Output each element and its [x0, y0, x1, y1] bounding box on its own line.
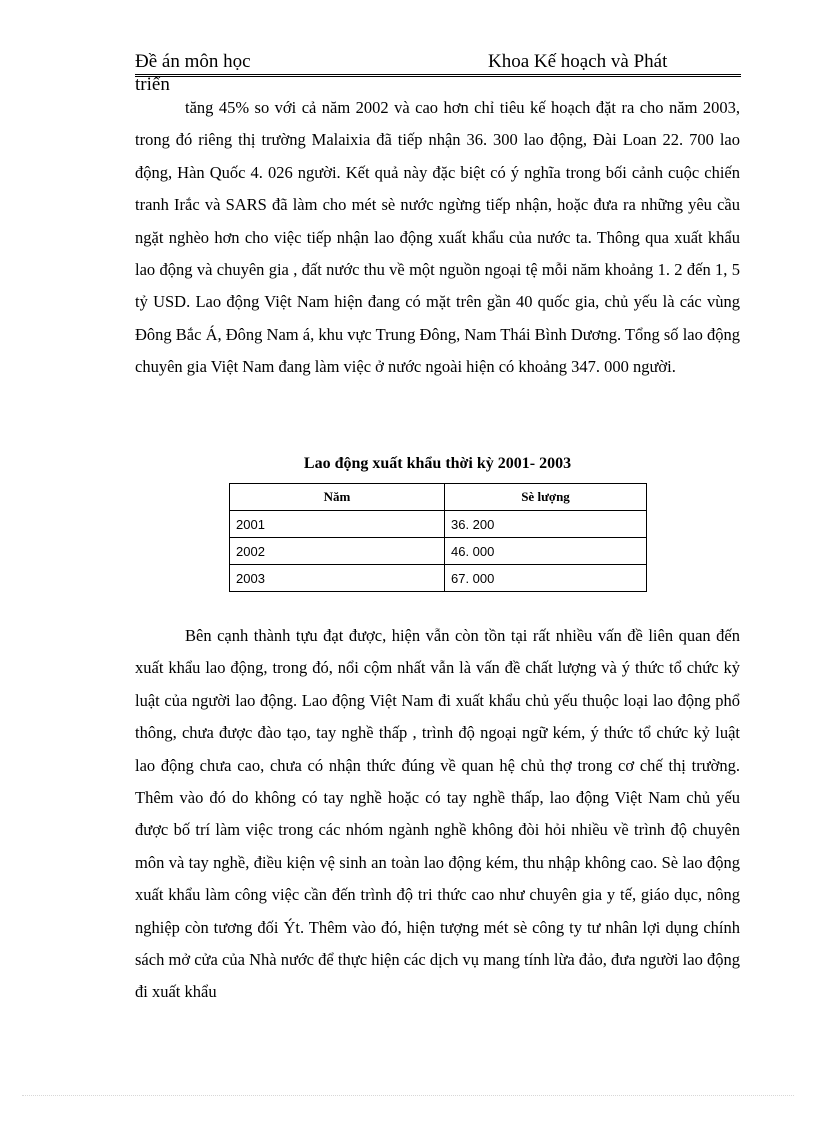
header-faculty-name-continued: triển — [135, 74, 170, 95]
table-row — [230, 511, 647, 538]
table-header-row — [230, 484, 647, 511]
column-header-year: Năm — [230, 484, 445, 511]
body-paragraph-1: tăng 45% so với cả năm 2002 và cao hơn chỉ tiêu kế hoạch đặt ra cho năm 2003, trong đó riêng thị trường Malaixia đã tiếp nhận 36. 300 lao động, Đài Loan 22. 700 lao động, Hàn Quốc 4. 026 người. Kết quả này đặc biệt có ý nghĩa trong bối cảnh cuộc chiến tranh Irắc và SARS đã làm cho mét sè nước ngừng tiếp nhận, hoặc đưa ra những yêu cầu ngặt nghèo hơn cho việc tiếp nhận lao động xuất khẩu của nước ta. Thông qua xuất khẩu lao động và chuyên gia , đất nước thu về một nguồn ngoại tệ mỗi năm khoảng 1. 2 đến 1, 5 tỷ USD. Lao động Việt Nam hiện đang có mặt trên gần 40 quốc gia, chủ yếu là các vùng Đông Bắc Á, Đông Nam á, khu vực Trung Đông, Nam Thái Bình Dương. Tổng số lao động chuyên gia Việt Nam đang làm việc ở nước ngoài hiện có khoảng 347. 000 người. — [135, 98, 740, 377]
labor-export-table — [229, 483, 647, 592]
cell-year: 2002 — [230, 538, 445, 565]
table-row — [230, 538, 647, 565]
column-header-quantity: Sè lượng — [445, 484, 647, 511]
header-course-title: Đề án môn học — [135, 51, 251, 72]
cell-quantity: 67. 000 — [445, 565, 647, 592]
page-header — [135, 50, 741, 77]
table-caption: Lao động xuất khẩu thời kỳ 2001- 2003 — [303, 455, 572, 472]
cell-quantity: 36. 200 — [445, 511, 647, 538]
cell-year: 2003 — [230, 565, 445, 592]
header-faculty-name: Khoa Kế hoạch và Phát — [488, 51, 668, 72]
cell-quantity: 46. 000 — [445, 538, 647, 565]
page-bottom-divider — [22, 1095, 794, 1096]
body-paragraph-2: Bên cạnh thành tựu đạt được, hiện vẫn còn tồn tại rất nhiều vấn đề liên quan đến xuất khẩu lao động, trong đó, nổi cộm nhất vẫn là vấn đề chất lượng và ý thức tổ chức kỷ luật của người lao động. Lao động Việt Nam đi xuất khẩu chủ yếu thuộc loại lao động phổ thông, chưa được đào tạo, tay nghề thấp , trình độ ngoại ngữ kém, ý thức tổ chức kỷ luật lao động chưa cao, chưa có nhận thức đúng về quan hệ chủ thợ trong cơ chế thị trường. Thêm vào đó do không có tay nghề hoặc có tay nghề thấp, lao động Việt Nam chủ yếu được bố trí làm việc trong các nhóm ngành nghề không đòi hỏi nhiều về trình độ chuyên môn và tay nghề, điều kiện vệ sinh an toàn lao động kém, thu nhập không cao. Sè lao động xuất khẩu làm công việc cần đến trình độ tri thức cao như chuyên gia y tế, giáo dục, nông nghiệp còn tương đối Ýt. Thêm vào đó, hiện tượng mét sè công ty tư nhân lợi dụng chính sách mở cửa của Nhà nước để thực hiện các dịch vụ mang tính lừa đảo, đưa người lao động đi xuất khẩu — [135, 626, 740, 1002]
cell-year: 2001 — [230, 511, 445, 538]
table-row — [230, 565, 647, 592]
